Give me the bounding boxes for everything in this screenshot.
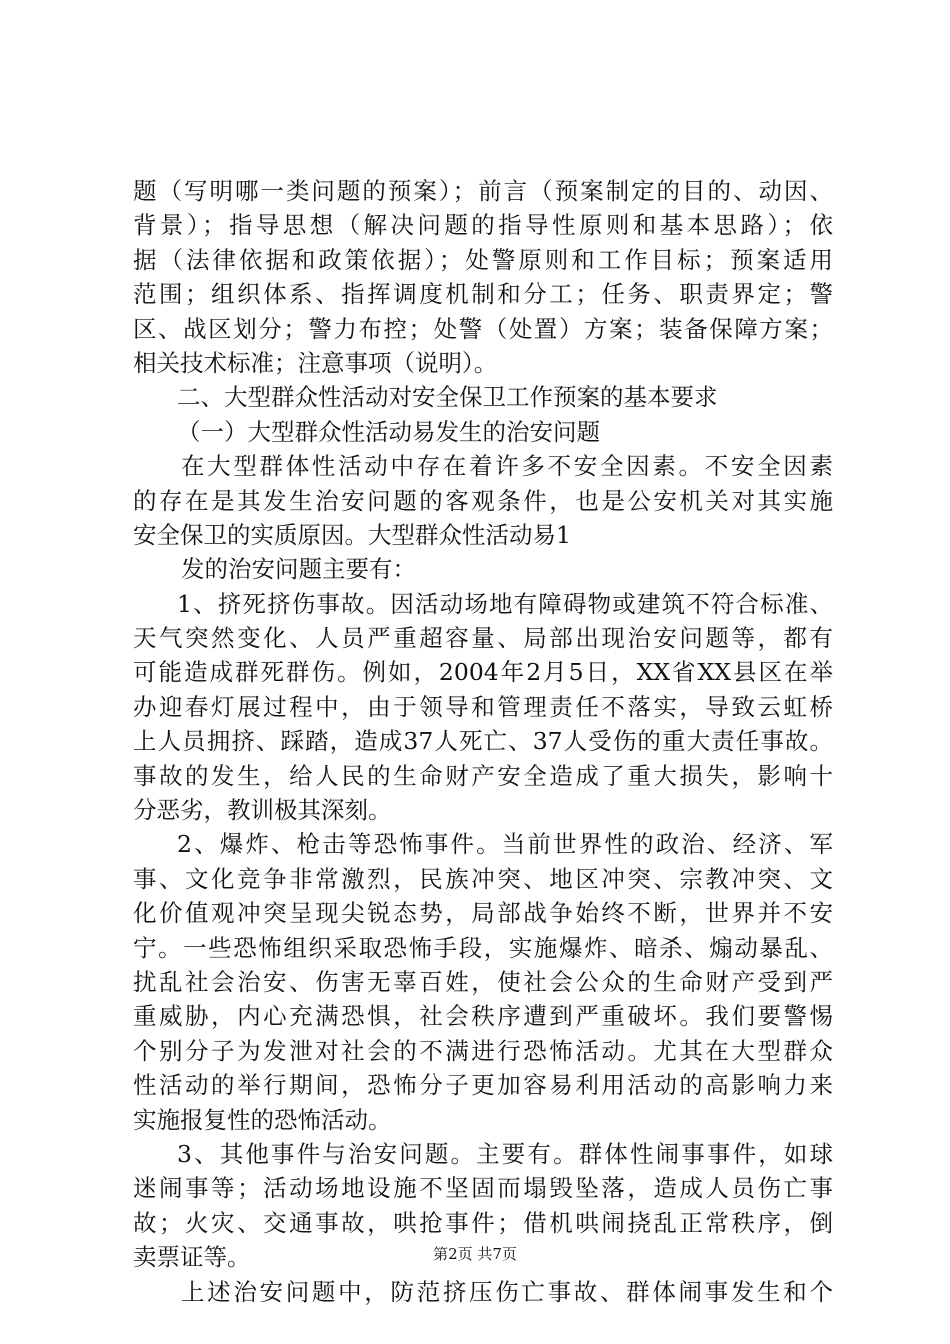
text-line: 事、文化竞争非常激烈，民族冲突、地区冲突、宗教冲突、文 [133, 864, 833, 893]
text-line: 题（写明哪一类问题的预案）；前言（预案制定的目的、动因、 [133, 177, 833, 205]
text-line: 卖票证等。 [133, 1243, 251, 1272]
text-line: 区、战区划分；警力布控；处警（处置）方案；装备保障方案； [133, 314, 833, 343]
text-line: 3、其他事件与治安问题。主要有。群体性闹事事件，如球 [177, 1139, 833, 1168]
text-line: 扰乱社会治安、伤害无辜百姓，使社会公众的生命财产受到严 [133, 967, 833, 996]
text-line: 发的治安问题主要有： [181, 555, 416, 584]
text-line: 迷闹事等；活动场地设施不坚固而塌毁坠落，造成人员伤亡事 [133, 1174, 833, 1203]
text-line: 可能造成群死群伤。例如，2004年2月5日，XX省XX县区在举 [133, 658, 833, 687]
text-line: 分恶劣，教训极其深刻。 [133, 796, 392, 825]
text-line: 范围；组织体系、指挥调度机制和分工；任务、职责界定；警 [133, 280, 833, 309]
text-line: 背景）；指导思想（解决问题的指导性原则和基本思路）；依 [133, 211, 833, 240]
text-line: 2、爆炸、枪击等恐怖事件。当前世界性的政治、经济、军 [177, 830, 833, 859]
text-line: 办迎春灯展过程中，由于领导和管理责任不落实，导致云虹桥 [133, 692, 833, 721]
text-line: 重威胁，内心充满恐惧，社会秩序遭到严重破坏。我们要警惕 [133, 1002, 833, 1031]
text-line: 故；火灾、交通事故，哄抢事件；借机哄闹挠乱正常秩序，倒 [133, 1208, 833, 1237]
text-line: 的存在是其发生治安问题的客观条件，也是公安机关对其实施 [133, 486, 833, 515]
text-line: 化价值观冲突呈现尖锐态势，局部战争始终不断，世界并不安 [133, 899, 833, 928]
text-line: 据（法律依据和政策依据）；处警原则和工作目标；预案适用 [133, 245, 833, 274]
text-line: 安全保卫的实质原因。大型群众性活动易1 [133, 520, 571, 549]
text-line: 相关技术标准；注意事项（说明）。 [133, 348, 498, 377]
text-line: 二、大型群众性活动对安全保卫工作预案的基本要求 [177, 383, 718, 412]
text-line: 性活动的举行期间，恐怖分子更加容易利用活动的高影响力来 [133, 1071, 833, 1100]
text-line: 上述治安问题中，防范挤压伤亡事故、群体闹事发生和个 [181, 1277, 833, 1306]
document-body [133, 174, 833, 1309]
text-line: 个别分子为发泄对社会的不满进行恐怖活动。尤其在大型群众 [133, 1036, 833, 1065]
text-line: 上人员拥挤、踩踏，造成37人死亡、37人受伤的重大责任事故。 [133, 727, 833, 756]
text-line: 实施报复性的恐怖活动。 [133, 1105, 392, 1134]
text-line: 宁。一些恐怖组织采取恐怖手段，实施爆炸、暗杀、煽动暴乱、 [133, 933, 833, 962]
text-line: 1、挤死挤伤事故。因活动场地有障碍物或建筑不符合标准、 [177, 589, 833, 618]
text-line: 在大型群体性活动中存在着许多不安全因素。不安全因素 [181, 452, 833, 481]
text-line: 事故的发生，给人民的生命财产安全造成了重大损失，影响十 [133, 761, 833, 790]
text-line: （一）大型群众性活动易发生的治安问题 [177, 417, 600, 446]
page-number-footer: 第2页 共7页 [433, 1245, 517, 1263]
text-line: 天气突然变化、人员严重超容量、局部出现治安问题等，都有 [133, 624, 833, 653]
